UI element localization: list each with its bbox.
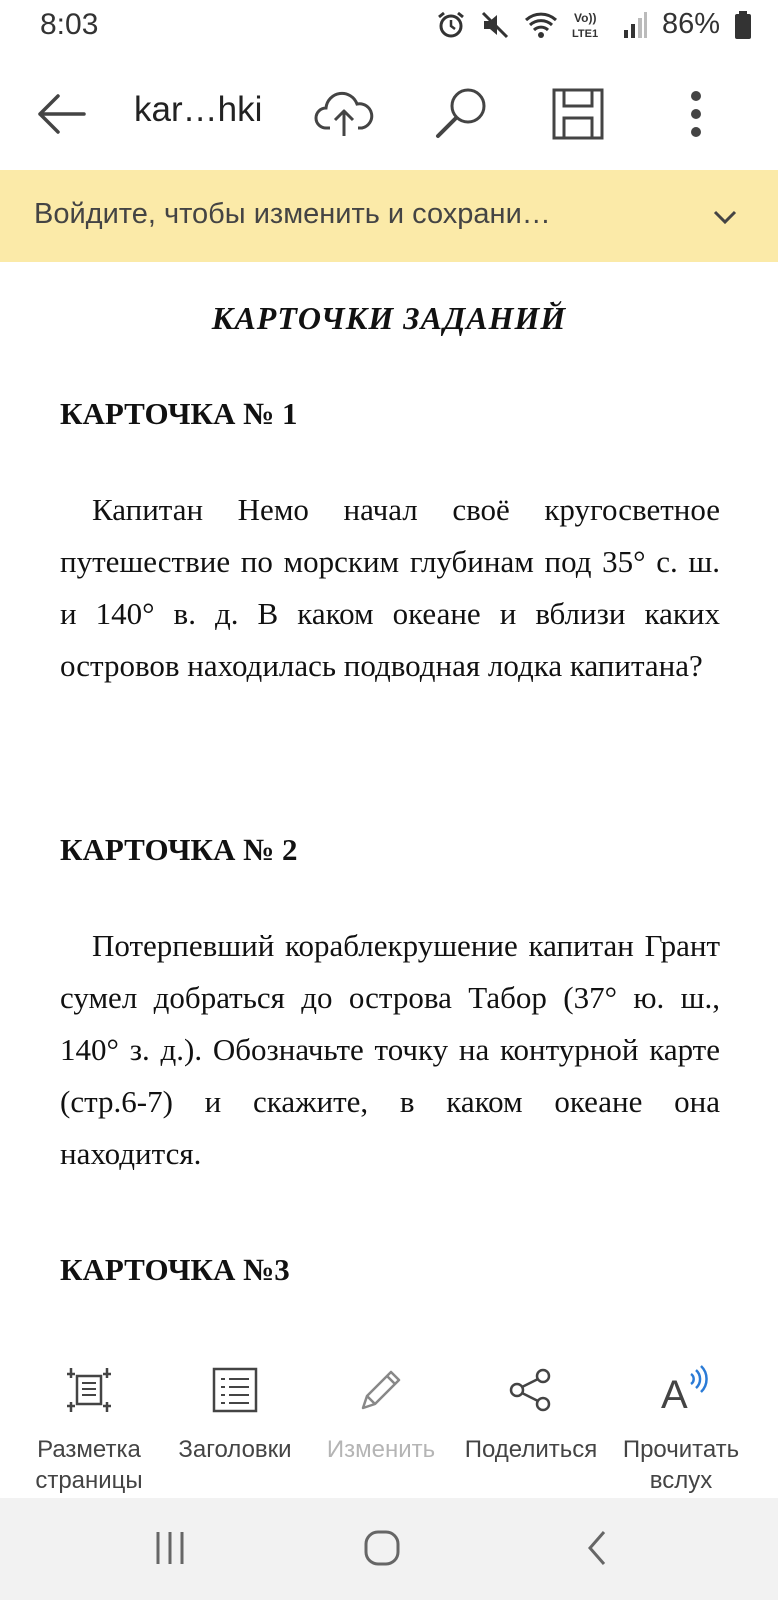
- layout-label: Разметка страницы: [35, 1436, 143, 1494]
- edit-label: Изменить: [326, 1436, 436, 1463]
- document-content: [0, 262, 778, 1322]
- alarm-icon: [436, 10, 466, 40]
- banner-text: Войдите, чтобы изменить и сохрани…: [34, 198, 551, 230]
- back-arrow-icon[interactable]: [32, 84, 92, 144]
- pencil-icon: [355, 1364, 407, 1416]
- search-icon[interactable]: [430, 82, 494, 146]
- signal-icon: [622, 10, 648, 40]
- read-aloud-label: Прочитать вслух: [622, 1436, 740, 1494]
- wifi-icon: [524, 10, 558, 40]
- battery-percent: 86%: [661, 8, 720, 40]
- battery-icon: [734, 10, 752, 40]
- save-icon[interactable]: [546, 82, 610, 146]
- headings-icon: [209, 1364, 261, 1416]
- chevron-down-icon[interactable]: [710, 202, 740, 232]
- card-1-text: Капитан Немо начал своё кругосветное путешествие по морским глубинам под 35° с. ш. и 140° в. д. В каком океане и вблизи каких островов находилась подводная лодка капитана?: [60, 492, 720, 683]
- share-label: Поделиться: [464, 1436, 598, 1463]
- app-bar: [0, 60, 778, 170]
- recent-apps-icon[interactable]: [150, 1528, 190, 1568]
- layout-button[interactable]: [14, 1360, 164, 1496]
- svg-text:Vo)): Vo)): [573, 10, 597, 25]
- home-icon[interactable]: [362, 1528, 402, 1568]
- document-title: kar…hki: [134, 90, 263, 129]
- bottom-toolbar: [0, 1322, 778, 1502]
- card-3-heading: КАРТОЧКА №3: [60, 1252, 290, 1287]
- read-aloud-icon: [651, 1364, 711, 1416]
- status-time: 8:03: [40, 8, 99, 41]
- headings-button[interactable]: [160, 1360, 310, 1465]
- sign-in-banner[interactable]: [0, 170, 778, 262]
- svg-text:A: A: [661, 1373, 688, 1416]
- read-aloud-button[interactable]: [606, 1360, 756, 1496]
- mute-icon: [480, 10, 510, 40]
- share-icon: [505, 1364, 557, 1416]
- page-layout-icon: [63, 1364, 115, 1416]
- volte-icon: [572, 10, 608, 40]
- doc-title: КАРТОЧКИ ЗАДАНИЙ: [211, 300, 567, 336]
- share-button[interactable]: [456, 1360, 606, 1465]
- svg-text:LTE1: LTE1: [571, 27, 599, 40]
- headings-label: Заголовки: [178, 1436, 292, 1463]
- card-1-heading: КАРТОЧКА № 1: [60, 396, 298, 431]
- status-icons: [436, 8, 752, 41]
- card-2-heading: КАРТОЧКА № 2: [60, 832, 298, 867]
- card-2-text: Потерпевший кораблекрушение капитан Грант сумел добраться до острова Табор (37° ю. ш., 140° з. д.). Обозначьте точку на контурной карте (стр.6-7) и скажите, в каком океане она находится.: [60, 928, 720, 1171]
- more-vert-icon[interactable]: [664, 82, 728, 146]
- status-bar: [0, 0, 778, 54]
- system-nav-bar: [0, 1498, 778, 1600]
- back-icon[interactable]: [578, 1528, 618, 1568]
- cloud-upload-icon[interactable]: [312, 82, 376, 146]
- edit-button[interactable]: [306, 1360, 456, 1465]
